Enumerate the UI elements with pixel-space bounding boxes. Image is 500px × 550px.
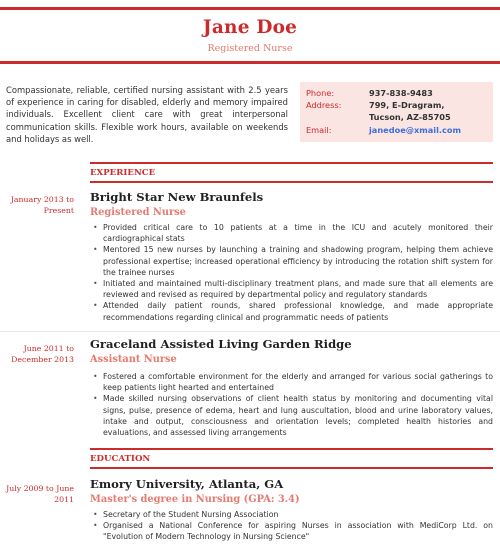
address-line-2: Tucson, AZ-85705 bbox=[369, 112, 451, 122]
school-1-bullet-2: • Organised a National Conference for aspiring Nurses in association with MediCorp Ltd. on "Evolution of Modern Technology in Nursing Science" bbox=[90, 520, 493, 542]
experience-heading: EXPERIENCE bbox=[90, 168, 156, 178]
phone-label: Phone: bbox=[306, 88, 335, 98]
job-1-date-line-1: January 2013 to bbox=[10, 195, 74, 204]
job-2-date-line-1: June 2011 to bbox=[23, 344, 74, 353]
school-1-degree: Master's degree in Nursing (GPA: 3.4) bbox=[90, 494, 300, 505]
email-label: Email: bbox=[306, 125, 332, 135]
job-1-organization: Bright Star New Braunfels bbox=[90, 190, 264, 204]
profile-summary: Compassionate, reliable, certified nursing assistant with 2.5 years of experience in caring for disabled, elderly and memory impaired individuals. Excellent client care with great interpersonal communication skills. Flexible work hours, available on weekends and holidays as well. bbox=[6, 85, 288, 144]
candidate-title: Registered Nurse bbox=[207, 43, 293, 54]
job-1-bullets bbox=[90, 222, 493, 323]
job-1-bullet-3: • Initiated and maintained multi-disciplinary treatment plans, and made sure that all elements are reviewed and revised as required by departmental policy and regulatory standards bbox=[90, 278, 493, 300]
job-2-bullet-2: • Made skilled nursing observations of client health status by monitoring and documenting vital signs, pulse, presence of edema, heart and lung auscultation, blood and urine laboratory values, intake and output, consciousness and orientation levels; completed health histories and evaluations, and assessed living arrangements bbox=[90, 393, 493, 438]
school-1-dates bbox=[0, 484, 74, 505]
job-2-bullets bbox=[90, 371, 493, 438]
address-line-1: 799, E-Dragram, bbox=[369, 100, 445, 110]
job-2-role: Assistant Nurse bbox=[90, 354, 177, 365]
job-2-date-line-2: December 2013 bbox=[11, 354, 74, 364]
job-1-bullet-1: • Provided critical care to 10 patients at a time in the ICU and acutely monitored their cardiographical stats bbox=[90, 222, 493, 244]
school-1-date-line-2: 2011 bbox=[54, 494, 74, 504]
header-bottom-rule bbox=[0, 61, 500, 64]
header-top-rule bbox=[0, 7, 500, 10]
job-1-bullet-4: • Attended daily patient rounds, shared professional knowledge, and made appropriate recommendations regarding clinical and programmatic needs of patients bbox=[90, 300, 493, 322]
candidate-name: Jane Doe bbox=[202, 17, 298, 38]
job-1-date-line-2: Present bbox=[43, 205, 74, 215]
education-bottom-rule bbox=[90, 467, 493, 469]
experience-bottom-rule bbox=[90, 181, 493, 183]
job-2-dates bbox=[0, 344, 74, 365]
experience-top-rule bbox=[90, 162, 493, 164]
job-divider bbox=[0, 331, 500, 332]
school-1-bullets bbox=[90, 509, 493, 543]
contact-box bbox=[300, 82, 493, 142]
email-link[interactable]: janedoe@xmail.com bbox=[369, 125, 462, 135]
education-top-rule bbox=[90, 448, 493, 450]
job-1-bullet-2: • Mentored 15 new nurses by launching a training and shadowing program, helping them achieve professional expertise; increased operational efficiency by introducing the rotation shift system for the trainee nurses bbox=[90, 244, 493, 278]
school-1-institution: Emory University, Atlanta, GA bbox=[90, 477, 284, 491]
job-1-dates bbox=[0, 195, 74, 216]
job-1-role: Registered Nurse bbox=[90, 207, 186, 218]
school-1-bullet-1: • Secretary of the Student Nursing Association bbox=[90, 509, 493, 520]
job-2-organization: Graceland Assisted Living Garden Ridge bbox=[90, 337, 352, 351]
phone-value: 937-838-9483 bbox=[369, 88, 433, 98]
education-heading: EDUCATION bbox=[90, 454, 151, 464]
address-label: Address: bbox=[306, 100, 342, 110]
school-1-date-line-1: July 2009 to June bbox=[6, 484, 74, 493]
job-2-bullet-1: • Fostered a comfortable environment for the elderly and arranged for various social gatherings to keep patients light hearted and entertained bbox=[90, 371, 493, 393]
